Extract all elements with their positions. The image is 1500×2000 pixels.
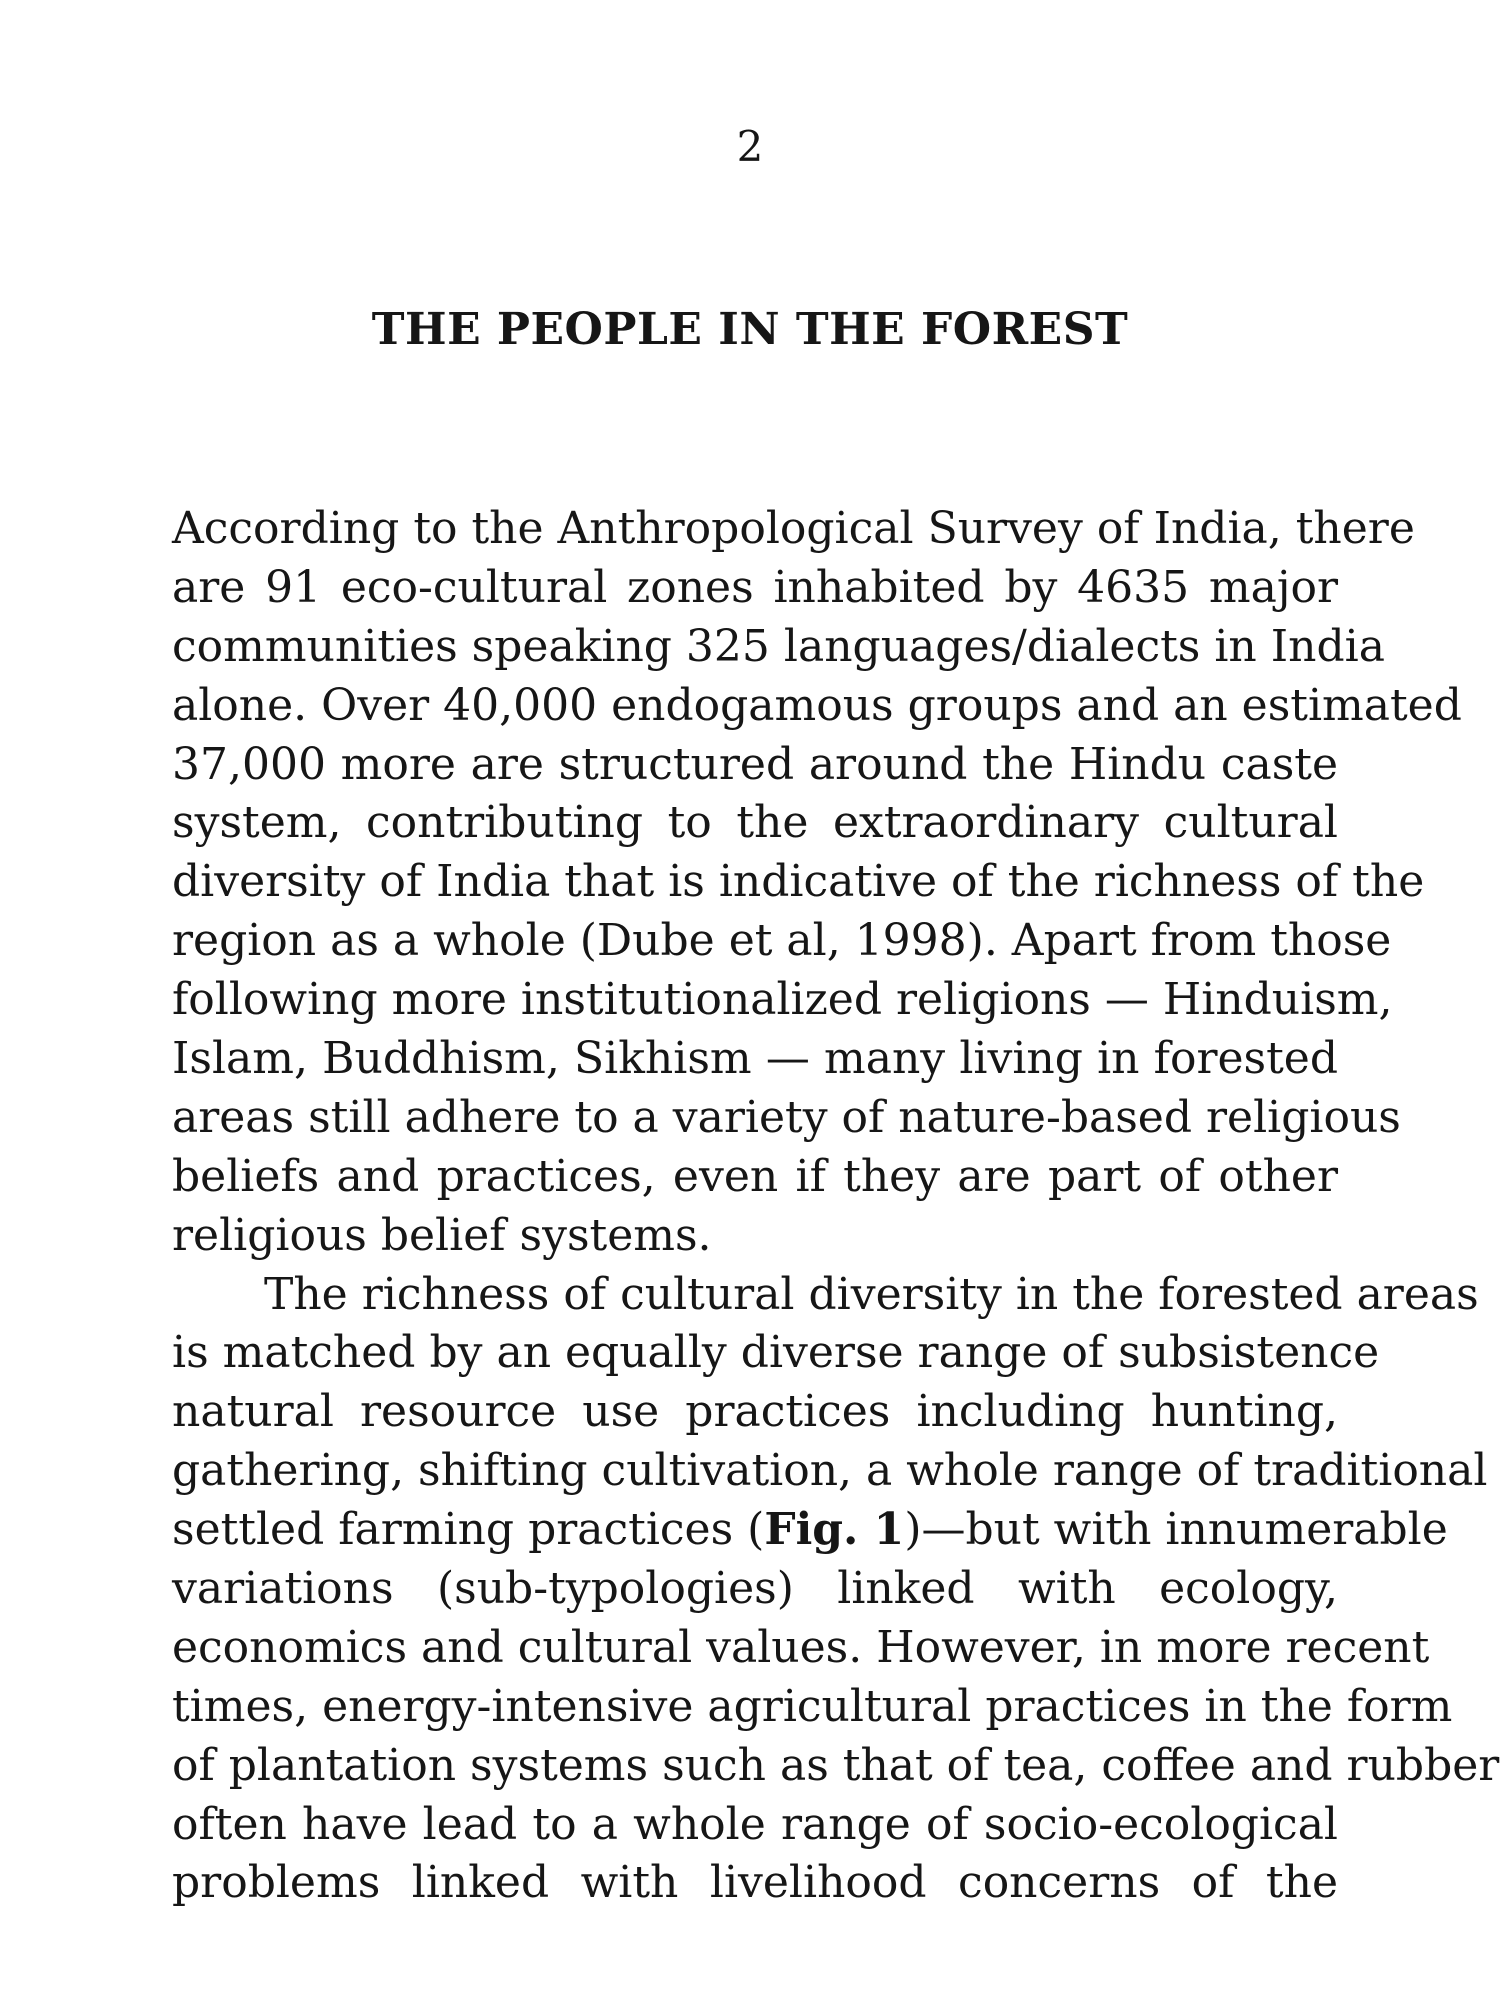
line-5-text-after: )—but with innumerable — [904, 1504, 1448, 1556]
paragraph-2-line-3: natural resource use practices including hunting, — [172, 1386, 1338, 1438]
paragraph-1-line-9: following more institutionalized religions — Hinduism, — [172, 974, 1393, 1026]
paragraph-2-line-7: economics and cultural values. However, in more recent — [172, 1621, 1430, 1673]
chapter-title: THE PEOPLE IN THE FOREST — [371, 304, 1129, 355]
paragraph-2-line-6: variations (sub-typologies) linked with ecology, — [172, 1563, 1338, 1615]
paragraph-1-line-1: According to the Anthropological Survey of India, there — [172, 503, 1415, 554]
figure-reference-link[interactable]: Fig. 1 — [764, 1504, 905, 1556]
paragraph-2-line-11: problems linked with livelihood concerns of the — [172, 1857, 1338, 1909]
line-5-text-before: settled farming practices ( — [172, 1504, 765, 1556]
paragraph-2-line-5 — [172, 1501, 1448, 1560]
paragraph-2-line-8: times, energy-intensive agricultural practices in the form — [172, 1680, 1453, 1732]
paragraph-2-line-9: of plantation systems such as that of tea, coffee and rubber — [172, 1739, 1500, 1791]
paragraph-2-line-4: gathering, shifting cultivation, a whole range of traditional — [172, 1445, 1488, 1497]
paragraph-1-line-8: region as a whole (Dube et al, 1998). Apart from those — [172, 915, 1392, 967]
paragraph-2-line-10: often have lead to a whole range of socio-ecological — [172, 1798, 1338, 1850]
paragraph-1-line-12: beliefs and practices, even if they are part of other — [172, 1150, 1338, 1202]
paragraph-1-line-11: areas still adhere to a variety of nature-based religious — [172, 1091, 1401, 1143]
paragraph-1-line-2: are 91 eco-cultural zones inhabited by 4635 major — [172, 561, 1338, 613]
paragraph-1-line-5: 37,000 more are structured around the Hindu caste — [172, 738, 1338, 790]
paragraph-1-line-10: Islam, Buddhism, Sikhism — many living in forested — [172, 1033, 1338, 1085]
paragraph-1-line-7: diversity of India that is indicative of the richness of the — [172, 856, 1425, 908]
paragraph-1-line-6: system, contributing to the extraordinary cultural — [172, 797, 1338, 849]
paragraph-2-line-2: is matched by an equally diverse range of subsistence — [172, 1327, 1380, 1379]
page-number: 2 — [736, 122, 764, 171]
body-text — [172, 500, 1500, 1913]
paragraph-1-line-4: alone. Over 40,000 endogamous groups and an estimated — [172, 679, 1462, 731]
paragraph-1-line-13: religious belief systems. — [172, 1209, 712, 1261]
paragraph-2-line-1: The richness of cultural diversity in the forested areas — [264, 1268, 1479, 1320]
paragraph-1-line-3: communities speaking 325 languages/dialects in India — [172, 620, 1385, 672]
